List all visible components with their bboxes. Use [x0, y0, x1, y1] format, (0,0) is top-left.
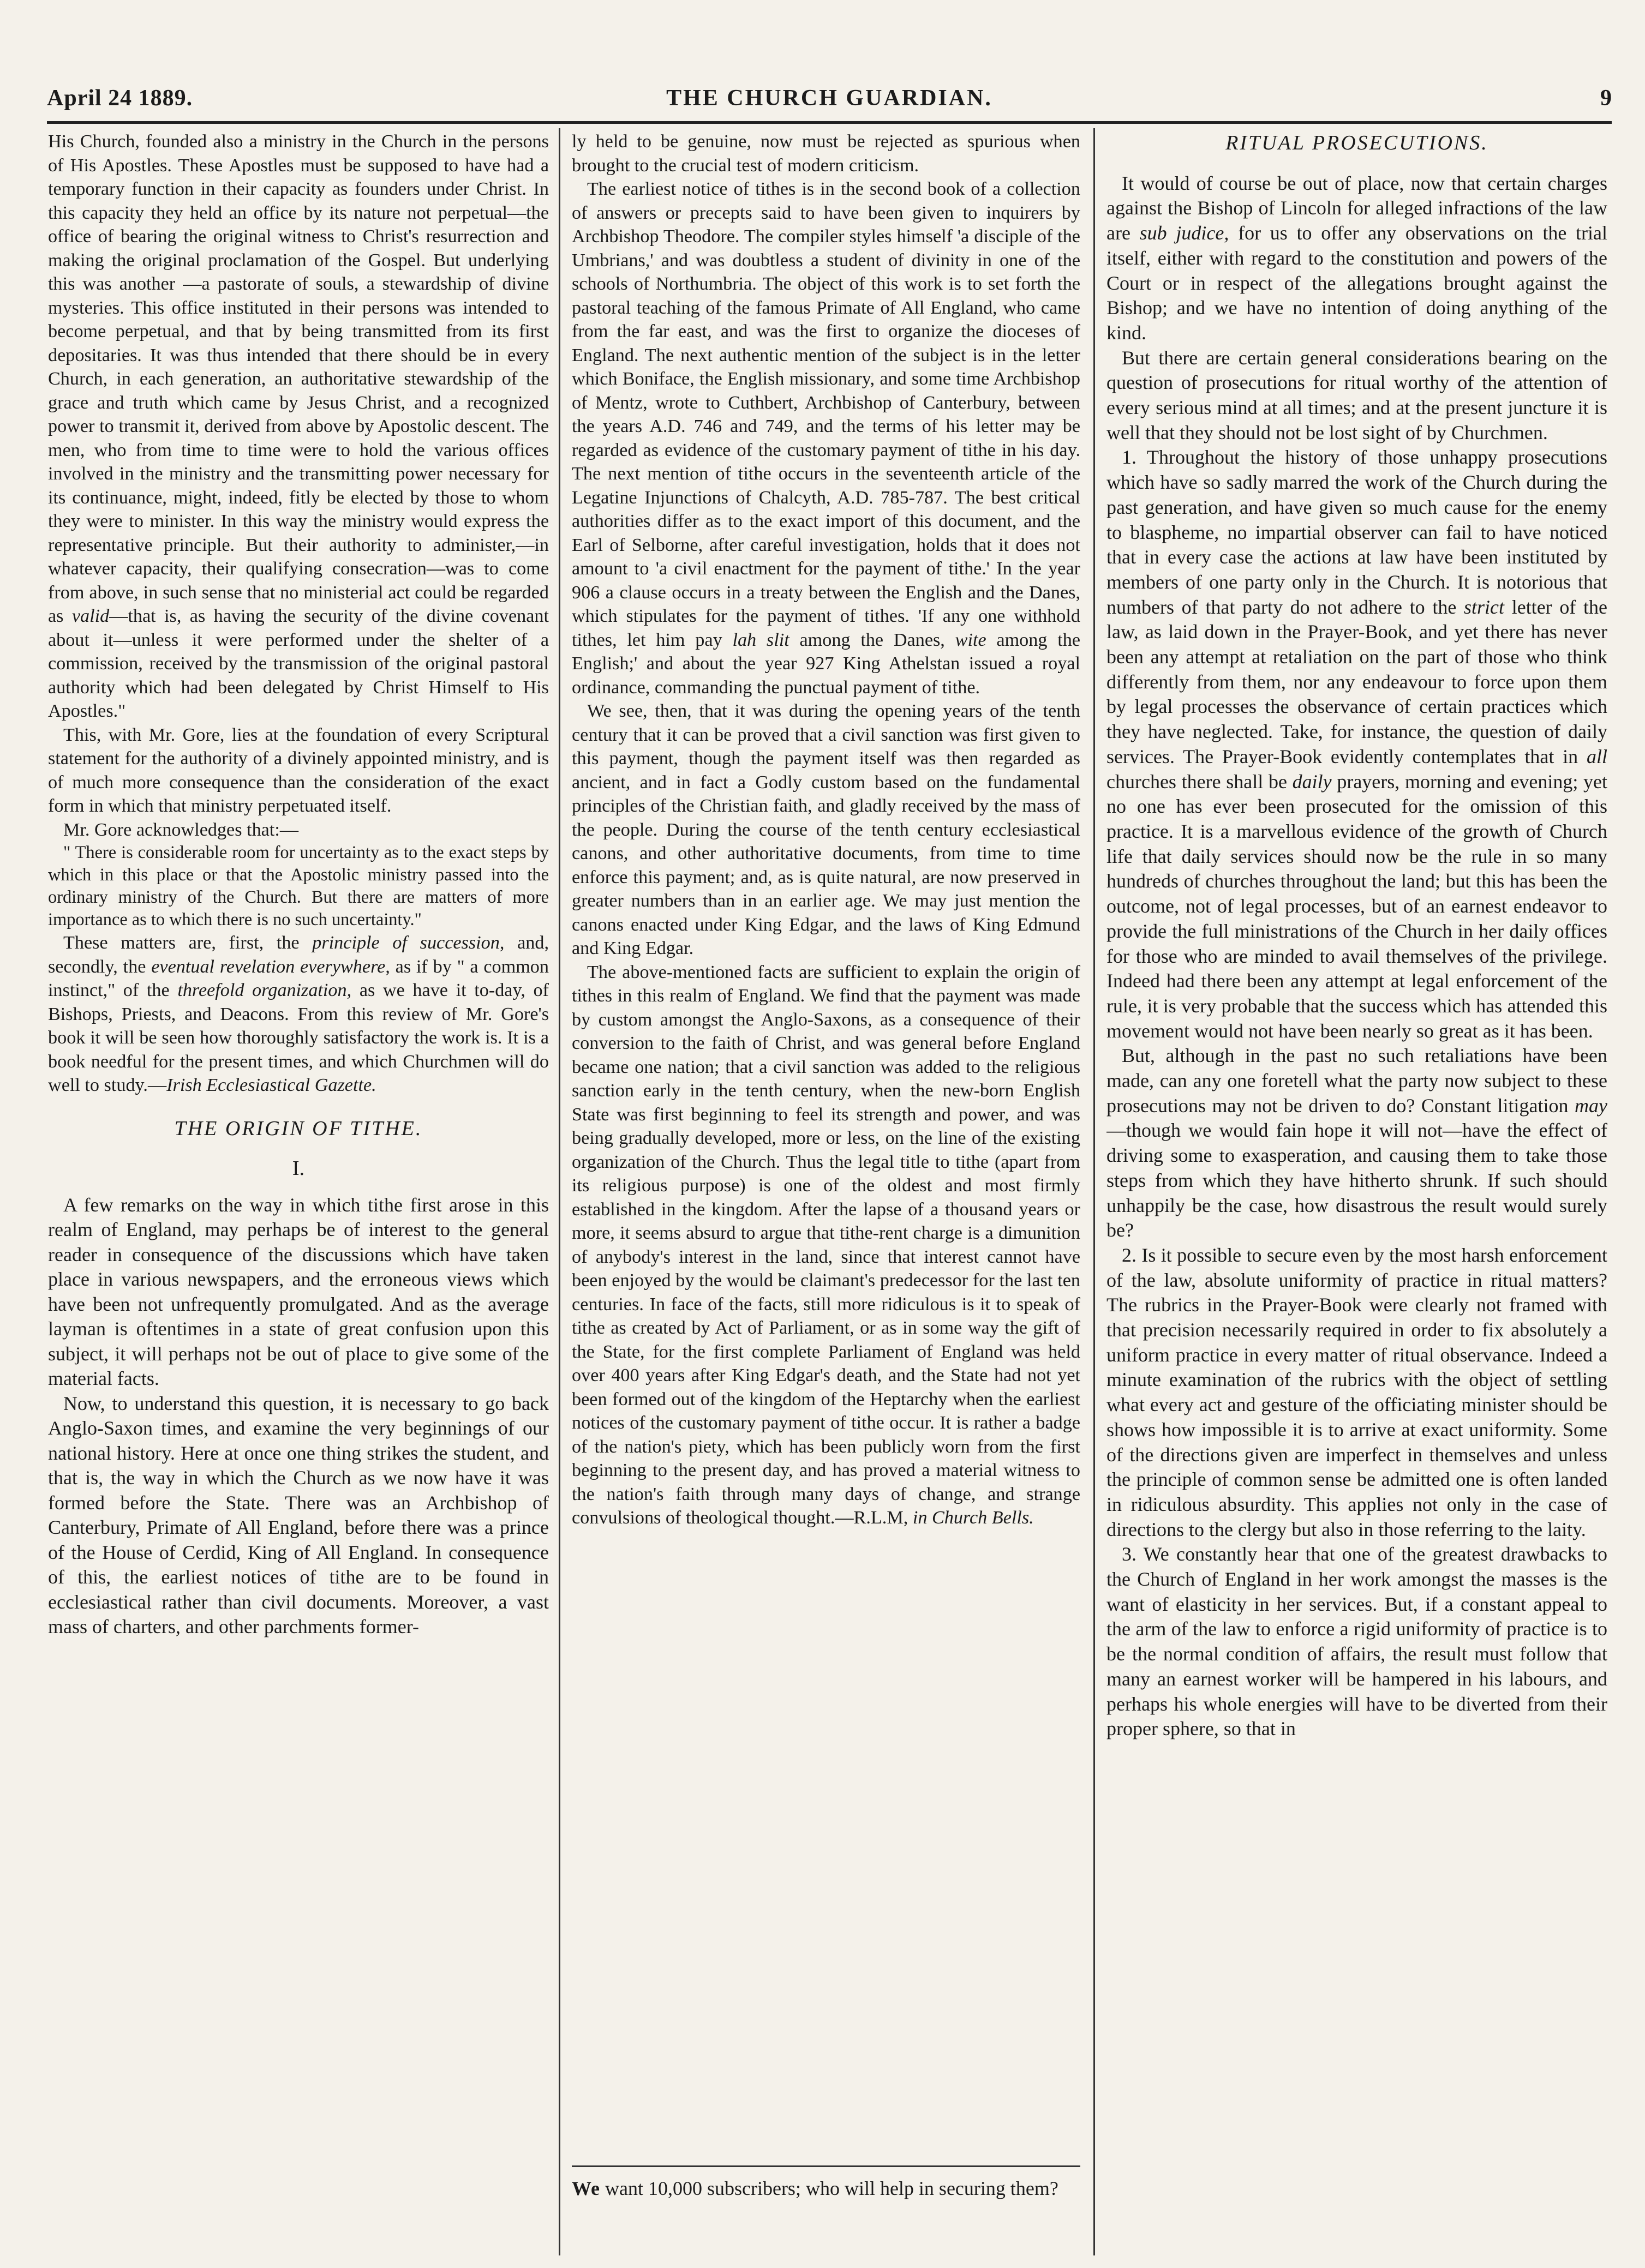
gore-quotation: " There is considerable room for uncertainty as to the exact steps by which in this place or that the Apostolic ministry passed into the ordinary ministry of the Church. But there are matters of more importance as to which there is no such uncertainty." — [48, 843, 549, 929]
gore-paragraph-2: This, with Mr. Gore, lies at the foundation of every Scriptural statement for the authority of a divinely appointed ministry, and is of much more consequence than the consideration of the exact form in which that ministry perpetuated itself. — [48, 724, 549, 816]
column-2 — [572, 130, 1080, 2257]
source-credit: in Church Bells. — [912, 1508, 1034, 1528]
tithe-article-start — [48, 1193, 549, 1640]
ritual-paragraph-5: 2. Is it possible to secure even by the most harsh enforcement of the law, absolute uniformity of practice in ritual matters? The rubrics in the Prayer-Book were clearly not framed with that precision necessarily required in order to fix absolutely a uniform practice in every matter of ritual observance. Indeed a minute examination of the rubrics with the object of settling what every act and gesture of the officiating minister should be shows how impossible it is to arrive at exact uniformity. Some of the directions given are imperfect in themselves and unless the principle of common sense be admitted one is often landed in ridiculous absurdity. This applies not only in the case of directions to the clergy but also in those referring to the laity. — [1106, 1244, 1607, 1540]
source-credit: Irish Ecclesiastical Gazette. — [166, 1075, 376, 1095]
column-3 — [1106, 130, 1607, 2257]
issue-date: April 24 1889. — [47, 86, 193, 111]
ritual-article-title: RITUAL PROSECUTIONS. — [1225, 131, 1488, 154]
tithe-paragraph-1: A few remarks on the way in which tithe first arose in this realm of England, may perhaps be of interest to the general reader in consequence of the discussions which have taken place in various newspapers, and the erroneous views which have been not unfrequently promulgated. And as the average layman is oftentimes in a state of great confusion upon this subject, it will perhaps not be out of place to give some of the material facts. — [48, 1193, 549, 1389]
gore-paragraph-1: His Church, founded also a ministry in the Church in the persons of His Apostles. These Apostles must be supposed to have had a temporary function in their capacity as founders under Christ. In this capacity they held an office by its nature not perpetual—the office of bearing the original witness to Christ's resurrection and making the original proclamation of the Gospel. But underlying this was another —a pastorate of souls, a stewardship of divine mysteries. This office instituted in their persons was intended to become perpetual, and that by being transmitted from its first depositaries. It was thus intended that there should be in every Church, in each generation, an authoritative stewardship of the grace and truth which came by Jesus Christ, and a recognized power to transmit it, derived from above by Apostolic descent. The men, who from time to time were to hold the various offices involved in the ministry and the transmitting power necessary for its continuance, might, indeed, fitly be elected by those to whom they were to minister. In this way the ministry would express the representative principle. But their authority to administer,—in whatever capacity, their qualifying consecration—was to come from above, in such sense that no ministerial act could be regarded as valid—that is, as having the security of the divine covenant about it—unless it were performed under the shelter of a commission, received by the transmission of the original pastoral authority which had been delegated by Christ Himself to His Apostles." — [48, 131, 549, 721]
column-1 — [48, 130, 549, 2257]
subscriber-notice: We want 10,000 subscribers; who will help in securing them? — [572, 2165, 1080, 2201]
tithe-paragraph-6: The above-mentioned facts are sufficient to explain the origin of tithes in this realm of England. We find that the payment was made by custom amongst the Anglo-Saxons, as a consequence of their conversion to the faith of Christ, and was general before England became one nation; that a civil sanction was added to the religious sanction early in the tenth century, when the new-born English State was first beginning to feel its strength and power, and was being gradually developed, more or less, on the line of the existing organization of the Church. Thus the legal title to tithe (apart from its religious purpose) is one of the oldest and most firmly established in the kingdom. After the lapse of a thousand years or more, it seems absurd to argue that tithe-rent charge is a dimunition of anybody's interest in the land, since that interest cannot have been enjoyed by the would be claimant's predecessor for the last ten centuries. In face of the facts, still more ridiculous is it to speak of tithe as created by Act of Parliament, or as in some way the gift of the State, for the first complete Parliament of England was held over 400 years after King Edgar's death, and the State had not yet been formed out of the kingdom of the Heptarchy when the earliest notices of the customary payment of tithe occur. It is rather a badge of the nation's piety, which has been publicly worn from the first beginning to the present day, and has proved a material witness to the nation's faith through many days of change, and strange convulsions of theological thought.—R.L.M, in Church Bells. — [572, 962, 1080, 1528]
gore-paragraph-3: Mr. Gore acknowledges that:— — [63, 819, 299, 840]
page-number: 9 — [1600, 86, 1612, 111]
tithe-article-part: I. — [292, 1157, 305, 1180]
column-divider-2 — [1093, 128, 1095, 2255]
ritual-paragraph-2: But there are certain general considerations bearing on the question of prosecutions for ritual worthy of the attention of every serious mind at all times; and at the present juncture it is well that they should not be lost sight of by Churchmen. — [1106, 346, 1607, 443]
tithe-paragraph-4: The earliest notice of tithes is in the second book of a collection of answers or precepts said to have been given to inquirers by Archbishop Theodore. The compiler styles himself 'a disciple of the Umbrians,' and was doubtless a student of divinity in one of the schools of Northumbria. The object of this work is to set forth the pastoral teaching of the famous Primate of All England, who came from the far east, and was the first to organize the dioceses of England. The next authentic mention of the subject is in the letter which Boniface, the English missionary, and some time Archbishop of Mentz, wrote to Cuthbert, Archbishop of Canterbury, between the years A.D. 746 and 749, and the terms of his letter may be regarded as evidence of the customary payment of tithe in his day. The next mention of tithe occurs in the seventeenth article of the Legatine Injunctions of Chalcyth, A.D. 785-787. The best critical authorities differ as to the exact import of this document, and the Earl of Selborne, after careful investigation, holds that it does not amount to 'a civil enactment for the payment of tithe.' In the year 906 a clause occurs in a treaty between the English and the Danes, which stipulates for the payment of tithes. 'If any one withhold tithes, let him pay lah slit among the Danes, wite among the English;' and about the year 927 King Athelstan issued a royal ordinance, commanding the punctual payment of tithe. — [572, 179, 1080, 698]
ritual-paragraph-4: But, although in the past no such retaliations have been made, can any one foretell what the party now subject to these prosecutions may not be driven to do? Constant litigation may—though we would fain hope it will not—have the effect of driving some to exasperation, and causing them to take those steps from which they have hitherto shrunk. If such should unhappily be the case, how disastrous the result would surely be? — [1106, 1045, 1607, 1241]
gore-paragraph-4: These matters are, first, the principle of succession, and, secondly, the eventual revelation everywhere, as if by " a common instinct," of the threefold organization, as we have it to-day, of Bishops, Priests, and Deacons. From this review of Mr. Gore's book it will be seen how thoroughly satisfactory the work is. It is a book needful for the present times, and which Churchmen will do well to study.—Irish Ecclesiastical Gazette. — [48, 933, 549, 1095]
tithe-paragraph-3: ly held to be genuine, now must be rejected as spurious when brought to the crucial test of modern criticism. — [572, 131, 1080, 176]
ritual-paragraph-1: It would of course be out of place, now that certain charges against the Bishop of Lincoln for alleged infractions of the law are sub judice, for us to offer any observations on the trial itself, either with regard to the constitution and powers of the Court or in respect of the allegations brought against the Bishop; and we have no intention of doing anything of the kind. — [1106, 172, 1607, 344]
tithe-paragraph-2: Now, to understand this question, it is necessary to go back Anglo-Saxon times, and examine the very beginnings of our national history. Here at once one thing strikes the student, and that is, the way in which the Church as we now have it was formed before the State. There was an Archbishop of Canterbury, Primate of All England, before there was a prince of the House of Cerdid, King of All England. In consequence of this, the earliest notices of tithe are to be found in ecclesiastical rather than civil documents. Moreover, a vast mass of charters, and other parchments former- — [48, 1392, 549, 1637]
ritual-paragraph-3: 1. Throughout the history of those unhappy prosecutions which have so sadly marred the work of the Church during the past generation, and have given so much cause for the enemy to blaspheme, no impartial observer can fail to have noticed that in every case the actions at law have been instituted by members of one party only in the Church. It is notorious that numbers of that party do not adhere to the strict letter of the law, as laid down in the Prayer-Book, and yet there has never been any attempt at retaliation on the part of those who think differently from them, nor any endeavour to force upon them by legal processes the observance of certain practices which they have neglected. Take, for instance, the question of daily services. The Prayer-Book evidently contemplates that in all churches there shall be daily prayers, morning and evening; yet no one has ever been prosecuted for the omission of this practice. It is a marvellous evidence of the growth of Church life that daily services should now be the rule in so many hundreds of churches throughout the land; but this has been the outcome, not of legal processes, but of an earnest endeavor to provide the full ministrations of the Church in her daily offices for those who are minded to avail themselves of the privilege. Indeed had there been any attempt at legal enforcement of the rule, it is very probable that the success which has attended this movement would not have been nearly so great as it has been. — [1106, 446, 1607, 1042]
tithe-article-title: THE ORIGIN OF TITHE. — [174, 1117, 423, 1140]
ritual-paragraph-6: 3. We constantly hear that one of the greatest drawbacks to the Church of England in her work amongst the masses is the want of elasticity in her services. But, if a constant appeal to the arm of the law to enforce a rigid uniformity of practice is to be the normal condition of affairs, the result must follow that many an earnest worker will be hampered in his labours, and perhaps his whole energies will have to be diverted from their proper sphere, so that in — [1106, 1543, 1607, 1740]
column-divider-1 — [559, 128, 560, 2255]
header-rule — [47, 121, 1612, 124]
newspaper-title: THE CHURCH GUARDIAN. — [666, 86, 992, 111]
tithe-paragraph-5: We see, then, that it was during the opening years of the tenth century that it can be proved that a civil sanction was first given to this payment, though the payment itself was then regarded as ancient, and in fact a Godly custom based on the fundamental principles of the Christian faith, and gladly received by the mass of the people. During the course of the tenth century ecclesiastical canons, and other authoritative documents, from time to time enforce this payment; and, as is quite natural, are now preserved in greater numbers than in an earlier age. We may just mention the canons enacted under King Edgar, and the laws of King Edmund and King Edgar. — [572, 701, 1080, 958]
masthead — [47, 82, 1612, 120]
